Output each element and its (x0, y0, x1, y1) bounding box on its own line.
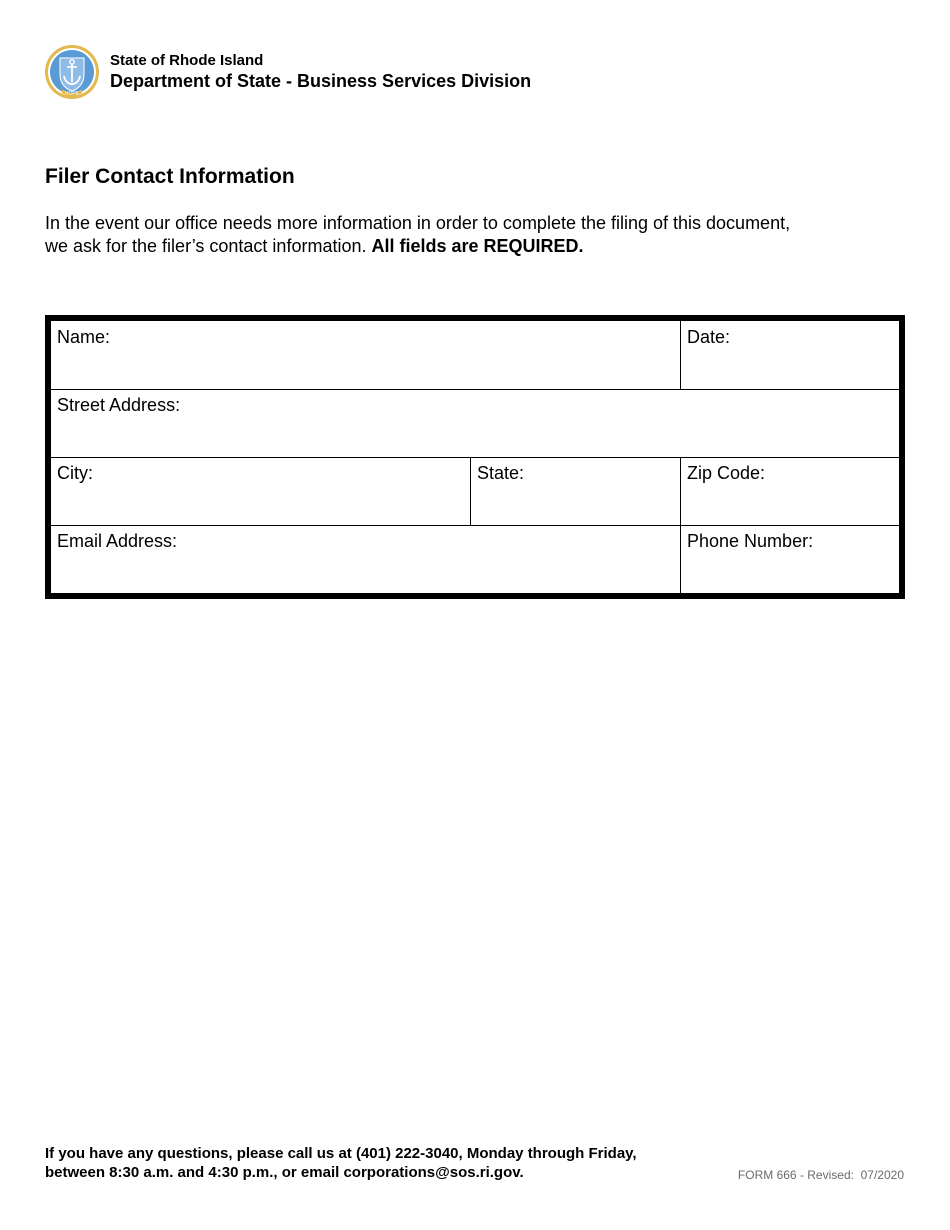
zip-code-field[interactable] (680, 457, 899, 525)
footer-line-1: If you have any questions, please call us at (401) 222-3040, Monday through Friday, (45, 1145, 637, 1162)
page-header (44, 44, 531, 100)
form-row-name-date (51, 321, 899, 390)
date-label: Date: (687, 327, 731, 347)
department-name: Department of State - Business Services Division (110, 71, 532, 91)
street-address-field[interactable] (51, 389, 899, 457)
state-field[interactable] (470, 457, 680, 525)
zip-code-label: Zip Code: (687, 463, 766, 483)
phone-number-field[interactable] (680, 525, 899, 593)
state-name: State of Rhode Island (110, 52, 264, 69)
form-revision-id: FORM 666 - Revised: 07/2020 (737, 1168, 904, 1182)
form-row-city-state-zip (51, 457, 899, 526)
state-label: State: (477, 463, 525, 483)
name-field[interactable] (51, 321, 680, 389)
email-address-label: Email Address: (57, 531, 178, 551)
name-label: Name: (57, 327, 111, 347)
intro-text: In the event our office needs more information in order to complete the filing of this document, we ask for the filer’s contact information. (45, 213, 791, 256)
rhode-island-seal-icon (44, 44, 100, 100)
footer-line-2: between 8:30 a.m. and 4:30 p.m., or email corporations@sos.ri.gov. (45, 1164, 524, 1181)
filer-contact-form (45, 315, 905, 599)
contact-footer (45, 1144, 705, 1182)
date-field[interactable] (680, 321, 899, 389)
section-title: Filer Contact Information (45, 165, 295, 188)
city-field[interactable] (51, 457, 470, 525)
intro-paragraph (45, 212, 805, 258)
form-row-street (51, 389, 899, 458)
street-address-label: Street Address: (57, 395, 181, 415)
city-label: City: (57, 463, 93, 483)
phone-number-label: Phone Number: (687, 531, 814, 551)
form-row-email-phone (51, 525, 899, 593)
email-address-field[interactable] (51, 525, 680, 593)
required-notice: All fields are REQUIRED. (371, 236, 584, 256)
header-text (110, 52, 531, 92)
seal-motto: HOPE (64, 91, 80, 97)
